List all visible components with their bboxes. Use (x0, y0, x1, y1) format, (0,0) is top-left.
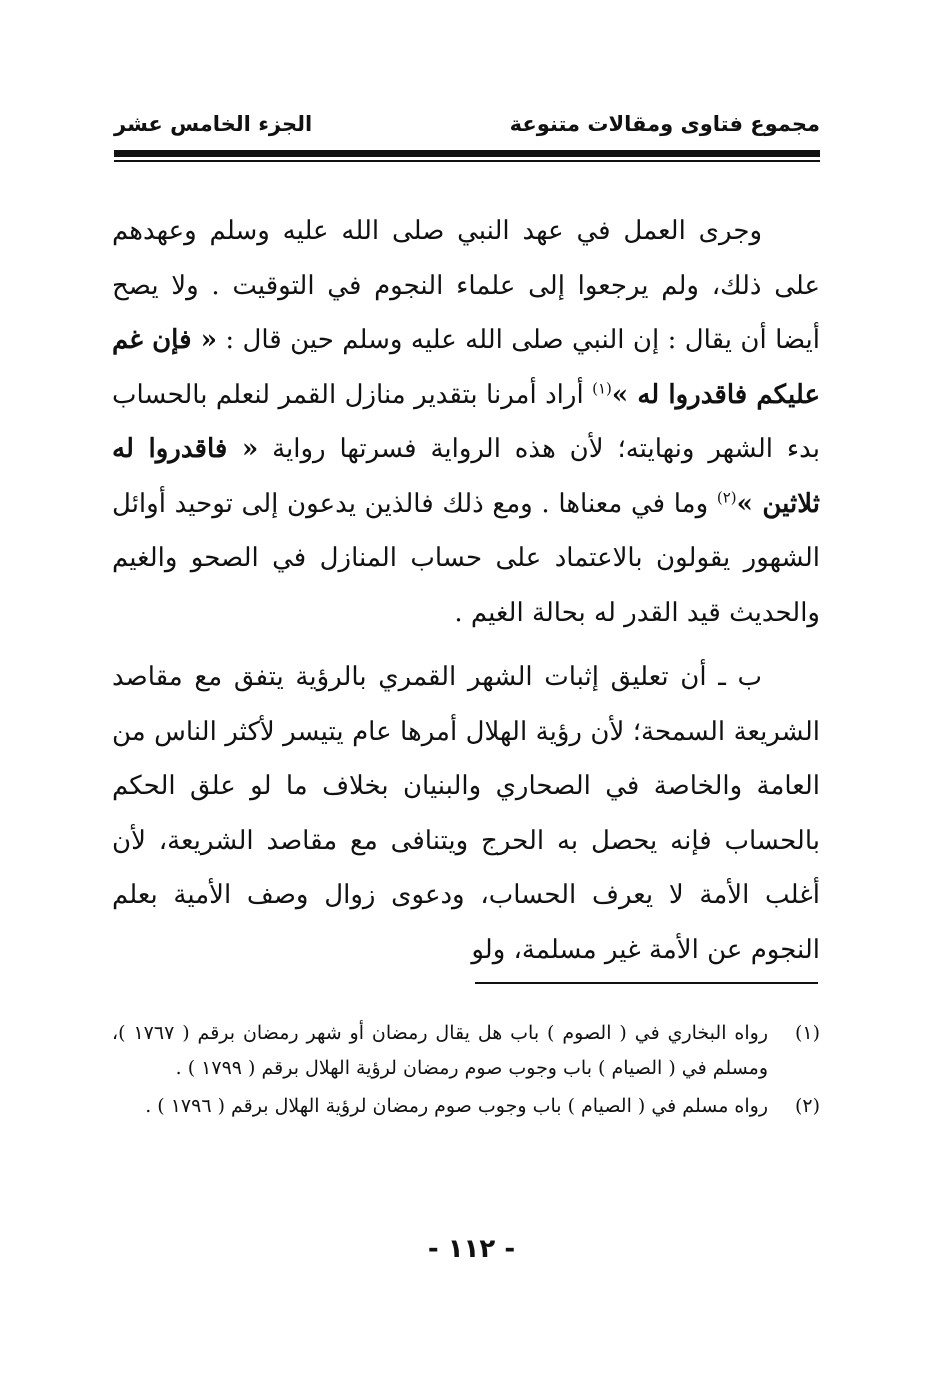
footnote-2-number: (٢) (794, 1095, 820, 1117)
header-rule-thick (114, 150, 820, 157)
paragraph-2: ب ـ أن تعليق إثبات الشهر القمري بالرؤية يتفق مع مقاصد الشريعة السمحة؛ لأن رؤية الهلال أمرها عام يتيسر لأكثر الناس من العامة والخاصة في الصحاري والبنيان بخلاف ما لو علق الحكم بالحساب فإنه يحصل به الحرج ويتنافى مع مقاصد الشريعة، لأن أغلب الأمة لا يعرف الحساب، ودعوى زوال وصف الأمية بعلم النجوم عن الأمة غير مسلمة، ولو (112, 662, 820, 965)
footnote-2 (112, 1089, 820, 1124)
header-rule-thin (114, 160, 820, 162)
page-number: - ١١٢ - (427, 1234, 516, 1264)
paragraph-1-part-3: وما في معناها . ومع ذلك فالذين يدعون إلى توحيد أوائل الشهور يقولون بالاعتماد على حساب المنازل في الصحو والغيم والحديث قيد القدر له بحالة الغيم . (112, 488, 820, 628)
paragraph-1-part-2: أراد أمرنا بتقدير منازل القمر لنعلم بالحساب بدء الشهر ونهايته؛ لأن هذه الرواية فسرتها رواية (112, 379, 820, 464)
paragraph-1 (112, 204, 820, 640)
footnotes (112, 1016, 820, 1124)
footnote-separator (475, 982, 818, 984)
footnote-2-text: رواه مسلم في ( الصيام ) باب وجوب صوم رمضان لرؤية الهلال برقم ( ١٧٩٦ ) . (145, 1095, 768, 1117)
paragraph-1-part-1: وجرى العمل في عهد النبي صلى الله عليه وسلم وعهدهم على ذلك، ولم يرجعوا إلى علماء النجوم في التوقيت . ولا يصح أيضا أن يقال : إن النبي صلى الله عليه وسلم حين قال : (112, 216, 820, 355)
footnote-1-text: رواه البخاري في ( الصوم ) باب هل يقال رمضان أو شهر رمضان برقم ( ١٧٦٧ )، ومسلم في ( الصيام ) باب وجوب صوم رمضان لرؤية الهلال برقم ( ١٧٩٩ ) . (112, 1022, 768, 1079)
book-title: مجموع فتاوى ومقالات متنوعة (509, 112, 820, 136)
running-header (114, 112, 820, 146)
volume-label: الجزء الخامس عشر (114, 112, 313, 136)
hadith-quote-1: « فإن غم عليكم فاقدروا له » (112, 325, 820, 410)
main-text (112, 204, 820, 977)
footnote-ref-2: (٢) (716, 487, 737, 506)
hadith-quote-2: « فاقدروا له ثلاثين » (112, 434, 820, 519)
footnote-ref-1: (١) (592, 378, 612, 397)
footnote-1 (112, 1016, 820, 1085)
footnote-1-number: (١) (794, 1022, 820, 1044)
